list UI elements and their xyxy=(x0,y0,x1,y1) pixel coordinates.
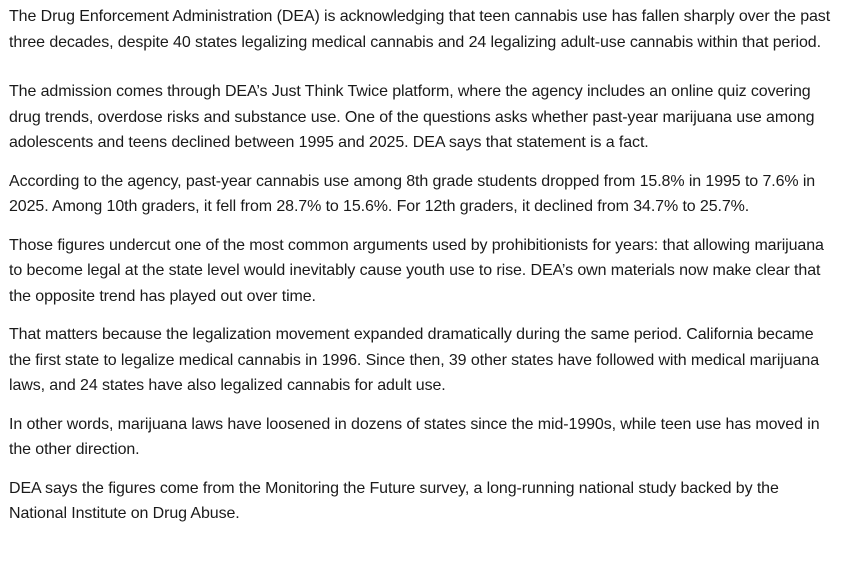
paragraph-summary: In other words, marijuana laws have loosened in dozens of states since the mid-1990s, while teen use has moved in the other direction. xyxy=(9,415,820,458)
paragraph-intro: The Drug Enforcement Administration (DEA) is acknowledging that teen cannabis use has fallen sharply over the past three decades, despite 40 states legalizing medical cannabis and 24 legalizing adult-use cannabis within that period. xyxy=(9,8,831,51)
paragraph-statistics: According to the agency, past-year cannabis use among 8th grade students dropped from 15.8% in 1995 to 7.6% in 2025. Among 10th graders, it fell from 28.7% to 15.6%. For 12th graders, it declined from 34.7% to 25.7%. xyxy=(9,172,816,215)
paragraph-quiz: The admission comes through DEA’s Just Think Twice platform, where the agency includes an online quiz covering drug trends, overdose risks and substance use. One of the questions asks whether past-year marijuana use among adolescents and teens declined between 1995 and 2025. DEA says that statement is a fact. xyxy=(9,83,815,151)
paragraph-legalization-timeline: That matters because the legalization movement expanded dramatically during the same period. California became the first state to legalize medical cannabis in 1996. Since then, 39 other states have followed with medical marijuana laws, and 24 states have also legalized cannabis for adult use. xyxy=(9,326,819,394)
paragraph-prohibition-argument: Those figures undercut one of the most common arguments used by prohibitionists for years: that allowing marijuana to become legal at the state level would inevitably cause youth use to rise. DEA’s own materials now make clear that the opposite trend has played out over time. xyxy=(9,236,824,305)
article-body xyxy=(9,4,839,540)
paragraph-source: DEA says the figures come from the Monitoring the Future survey, a long-running national study backed by the National Institute on Drug Abuse. xyxy=(9,479,779,522)
